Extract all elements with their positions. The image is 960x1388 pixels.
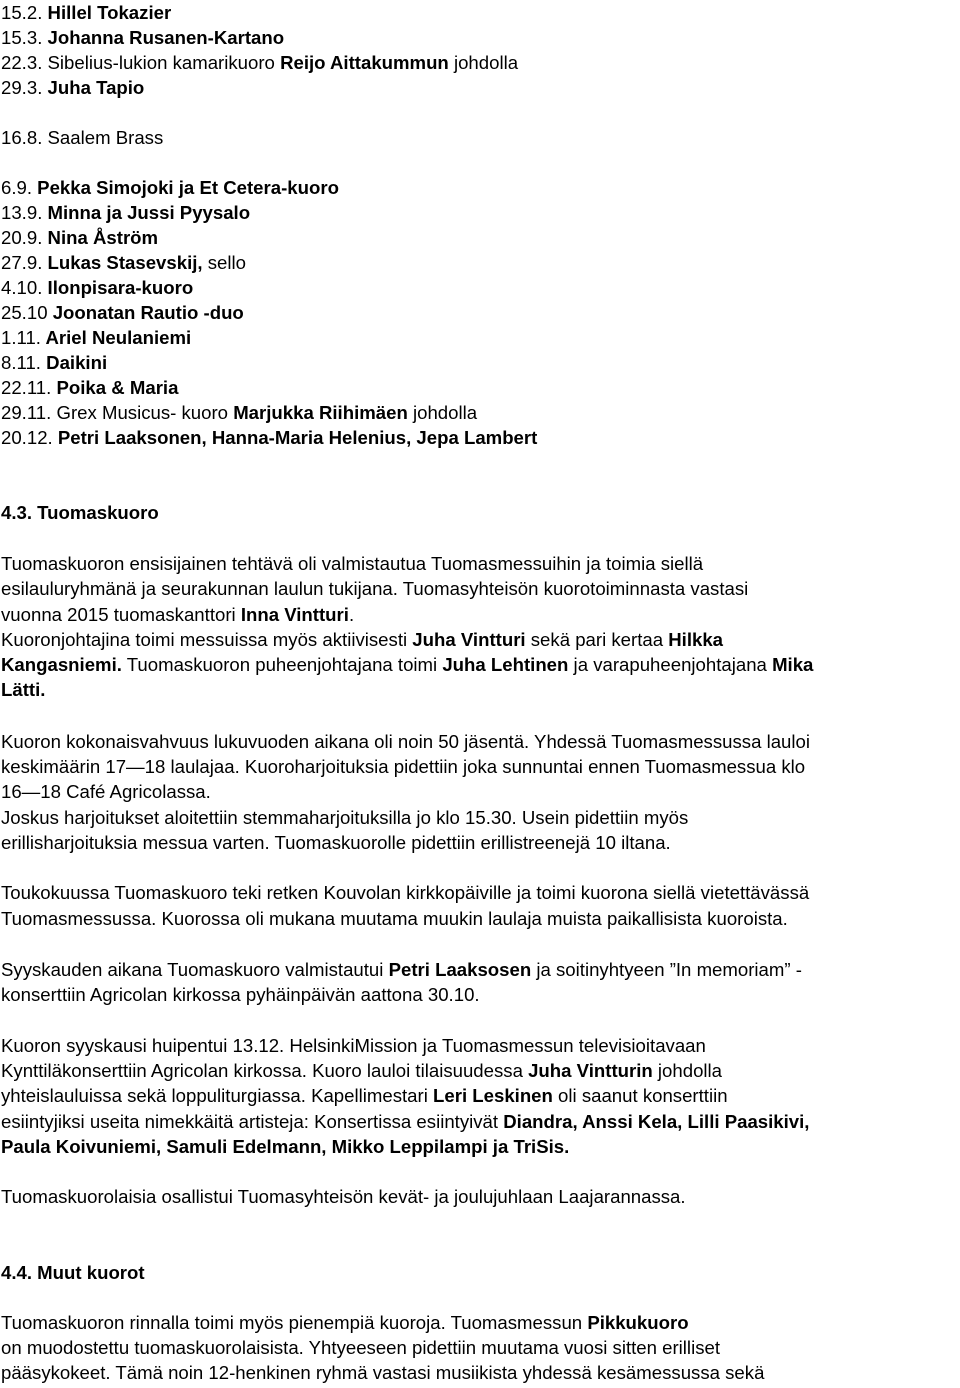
paragraph-line [1,1360,764,1385]
paragraph-line [1,1310,689,1335]
concert-date: 1.11. [1,327,41,348]
paragraph-line [1,652,813,677]
paragraph-line [1,627,723,652]
concert-date: 22.11. [1,377,52,398]
concert-date: 8.11. [1,352,41,373]
text-run: Tuomaskuoron puheenjohtajana toimi [121,654,443,675]
concert-date: 4.10. [1,277,43,298]
paragraph-line [1,1033,706,1058]
text-run: erillisharjoituksia messua varten. Tuomaskuorolle pidettiin erillistreenejä 10 iltana. [1,832,671,853]
paragraph-line [1,1335,720,1360]
bold-text-run: Hillel Tokazier [42,2,172,23]
text-run: ja varapuheenjohtajana [568,654,773,675]
paragraph-line [1,729,810,754]
bold-text-run: Lukas Stasevskij, [42,252,203,273]
bold-text-run: Petri Laaksonen, Hanna-Maria Helenius, Jepa Lambert [52,427,538,448]
bold-text-run: Lätti. [1,679,46,700]
bold-text-run: Juha Lehtinen [442,654,569,675]
paragraph-line [1,880,809,905]
paragraph-line [1,805,688,830]
text-run: keskimäärin 17—18 laulajaa. Kuoroharjoituksia pidettiin joka sunnuntai ennen Tuomasmessua klo [1,756,806,777]
text-run: esilauluryhmänä ja seurakunnan laulun tukijana. Tuomasyhteisön kuorotoiminnasta vastasi [1,578,749,599]
paragraph-line [1,1058,722,1083]
concert-date: 29.11. [1,402,52,423]
text-run: . [348,604,355,625]
text-run: Tuomaskuoron ensisijainen tehtävä oli valmistautua Tuomasmessuihin ja toimia siellä [1,553,704,574]
bold-text-run: Inna Vintturi [240,604,349,625]
text-run: yhteislauluissa sekä loppuliturgiassa. Kapellimestari [1,1085,434,1106]
text-run: 16—18 Café Agricolassa. [1,781,211,802]
paragraph-line [1,1134,569,1159]
concert-item [1,0,171,25]
concert-item [1,200,250,225]
paragraph-line [1,754,805,779]
concert-item [1,50,518,75]
concert-item [1,175,339,200]
concert-date: 15.3. [1,27,43,48]
bold-text-run: Ilonpisara-kuoro [42,277,194,298]
paragraph-line [1,551,703,576]
paragraph-line [1,1083,728,1108]
bold-text-run: Johanna Rusanen-Kartano [42,27,285,48]
paragraph-line [1,576,748,601]
text-run: Kuoron syyskausi huipentui 13.12. HelsinkiMission ja Tuomasmessun televisioitavaan [1,1035,706,1056]
text-run: Joskus harjoitukset aloitettiin stemmaharjoituksilla jo klo 15.30. Usein pidettiin myös [1,807,689,828]
concert-item [1,25,284,50]
text-run: Syyskauden aikana Tuomaskuoro valmistautui [1,959,389,980]
concert-date: 22.3. [1,52,43,73]
text-run: Toukokuussa Tuomaskuoro teki retken Kouvolan kirkkopäiville ja toimi kuorona siellä vietettävässä [1,882,810,903]
text-run: Sibelius-lukion kamarikuoro [42,52,281,73]
concert-date: 20.9. [1,227,43,248]
concert-item [1,75,144,100]
bold-text-run: Joonatan Rautio -duo [47,302,244,323]
concert-date: 16.8. [1,127,43,148]
paragraph-line [1,982,480,1007]
concert-item [1,250,246,275]
bold-text-run: Pikkukuoro [587,1312,689,1333]
text-run: Kuoron kokonaisvahvuus lukuvuoden aikana oli noin 50 jäsentä. Yhdessä Tuomasmessussa lauloi [1,731,811,752]
concert-date: 20.12. [1,427,53,448]
bold-text-run: Paula Koivuniemi, Samuli Edelmann, Mikko Leppilampi ja TriSis. [1,1136,570,1157]
text-run: konserttiin Agricolan kirkossa pyhäinpäivän aattona 30.10. [1,984,480,1005]
bold-text-run: Poika & Maria [51,377,179,398]
paragraph-line [1,602,354,627]
bold-text-run: Mika [772,654,814,675]
text-run: on muodostettu tuomaskuorolaisista. Yhtyeeseen pidettiin muutama vuosi sitten erilliset [1,1337,721,1358]
concert-date: 13.9. [1,202,43,223]
bold-text-run: Petri Laaksosen [388,959,532,980]
text-run: esiintyjiksi useita nimekkäitä artisteja: Konsertissa esiintyivät [1,1111,504,1132]
bold-text-run: Minna ja Jussi Pyysalo [42,202,251,223]
bold-text-run: Ariel Neulaniemi [40,327,192,348]
bold-text-run: Hilkka [668,629,724,650]
concert-item [1,300,244,325]
bold-text-run: Juha Vintturin [528,1060,653,1081]
section-heading-tuomaskuoro: 4.3. Tuomaskuoro [1,502,159,523]
text-run: johdolla [652,1060,723,1081]
paragraph-line [1,677,45,702]
text-run: sello [202,252,246,273]
text-run: ja soitinyhtyeen ”In memoriam” - [531,959,802,980]
text-run: pääsykokeet. Tämä noin 12-henkinen ryhmä vastasi musiikista yhdessä kesämessussa sekä [1,1362,765,1383]
concert-item [1,225,158,250]
concert-date: 25.10 [1,302,48,323]
text-run: Kynttiläkonserttiin Agricolan kirkossa. Kuoro lauloi tilaisuudessa [1,1060,529,1081]
text-run: sekä pari kertaa [525,629,669,650]
text-run: Saalem Brass [42,127,164,148]
text-run: oli saanut konserttiin [552,1085,728,1106]
bold-text-run: Leri Leskinen [433,1085,553,1106]
paragraph-line [1,906,788,931]
text-run: Tuomaskuorolaisia osallistui Tuomasyhteisön kevät- ja joulujuhlaan Laajarannassa. [1,1186,686,1207]
text-run: johdolla [448,52,519,73]
concert-date: 29.3. [1,77,43,98]
paragraph-line [1,830,671,855]
bold-text-run: Diandra, Anssi Kela, Lilli Paasikivi, [503,1111,810,1132]
bold-text-run: Juha Vintturi [412,629,526,650]
bold-text-run: Juha Tapio [42,77,145,98]
concert-date: 6.9. [1,177,33,198]
concert-item [1,400,477,425]
bold-text-run: Kangasniemi. [1,654,122,675]
paragraph-line [1,957,802,982]
concert-item [1,275,193,300]
section-heading-muut-kuorot: 4.4. Muut kuorot [1,1262,145,1283]
bold-text-run: Nina Åström [42,227,159,248]
text-run: Tuomasmessussa. Kuorossa oli mukana muutama muukin laulaja muista paikallisista kuoroista. [1,908,788,929]
paragraph-line [1,779,211,804]
text-run: Tuomaskuoron rinnalla toimi myös pienempiä kuoroja. Tuomasmessun [1,1312,588,1333]
bold-text-run: Marjukka Riihimäen [233,402,408,423]
text-run: Kuoronjohtajina toimi messuissa myös aktiivisesti [1,629,413,650]
paragraph-line [1,1184,686,1209]
bold-text-run: Pekka Simojoki ja Et Cetera-kuoro [32,177,339,198]
text-run: vuonna 2015 tuomaskanttori [1,604,241,625]
text-run: johdolla [407,402,478,423]
bold-text-run: Reijo Aittakummun [280,52,449,73]
concert-item [1,325,191,350]
bold-text-run: Daikini [40,352,108,373]
concert-date: 15.2. [1,2,43,23]
concert-item [1,425,537,450]
paragraph-line [1,1109,809,1134]
concert-item [1,375,178,400]
concert-date: 27.9. [1,252,43,273]
concert-item [1,125,163,150]
concert-item [1,350,107,375]
text-run: Grex Musicus- kuoro [51,402,234,423]
